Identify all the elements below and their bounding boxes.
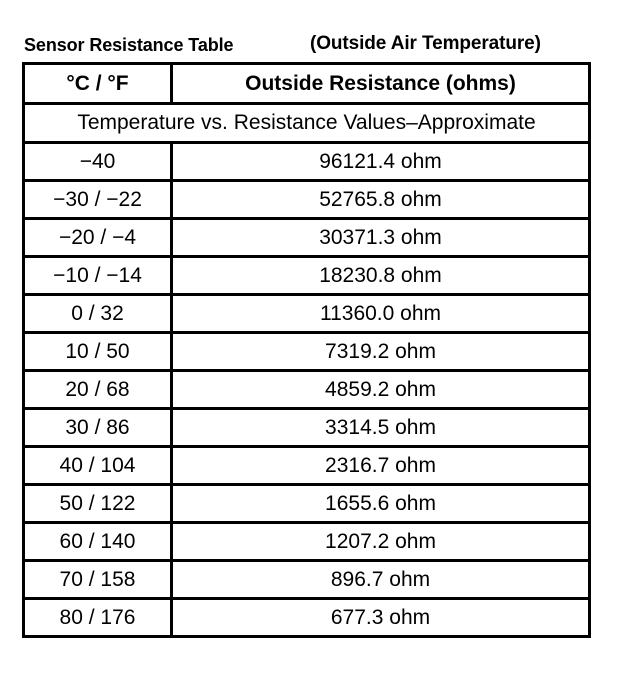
temperature-cell: −40 bbox=[24, 143, 172, 181]
resistance-cell: 677.3 ohm bbox=[172, 599, 590, 637]
table-row bbox=[24, 219, 590, 257]
table-row bbox=[24, 181, 590, 219]
resistance-cell: 7319.2 ohm bbox=[172, 333, 590, 371]
temperature-cell: −10 / −14 bbox=[24, 257, 172, 295]
resistance-cell: 52765.8 ohm bbox=[172, 181, 590, 219]
temperature-cell: 10 / 50 bbox=[24, 333, 172, 371]
temperature-cell: 20 / 68 bbox=[24, 371, 172, 409]
sensor-resistance-table bbox=[22, 62, 591, 638]
resistance-cell: 11360.0 ohm bbox=[172, 295, 590, 333]
temperature-cell: 80 / 176 bbox=[24, 599, 172, 637]
resistance-cell: 4859.2 ohm bbox=[172, 371, 590, 409]
temperature-cell: −20 / −4 bbox=[24, 219, 172, 257]
table-row bbox=[24, 333, 590, 371]
temperature-cell: 30 / 86 bbox=[24, 409, 172, 447]
header-row bbox=[24, 64, 590, 104]
table-row bbox=[24, 599, 590, 637]
resistance-cell: 1655.6 ohm bbox=[172, 485, 590, 523]
temperature-cell: −30 / −22 bbox=[24, 181, 172, 219]
temperature-cell: 70 / 158 bbox=[24, 561, 172, 599]
table-row bbox=[24, 409, 590, 447]
subheader-row bbox=[24, 104, 590, 143]
resistance-cell: 30371.3 ohm bbox=[172, 219, 590, 257]
temperature-cell: 60 / 140 bbox=[24, 523, 172, 561]
table-row bbox=[24, 523, 590, 561]
table-title-sub: (Outside Air Temperature) bbox=[310, 33, 541, 54]
table-row bbox=[24, 447, 590, 485]
resistance-cell: 1207.2 ohm bbox=[172, 523, 590, 561]
table-row bbox=[24, 371, 590, 409]
resistance-cell: 3314.5 ohm bbox=[172, 409, 590, 447]
table-subheader: Temperature vs. Resistance Values–Approximate bbox=[24, 104, 590, 143]
table-title-main: Sensor Resistance Table bbox=[24, 35, 234, 55]
table-row bbox=[24, 143, 590, 181]
table-title bbox=[24, 30, 614, 60]
column-header-resistance: Outside Resistance (ohms) bbox=[172, 64, 590, 104]
resistance-cell: 2316.7 ohm bbox=[172, 447, 590, 485]
resistance-cell: 18230.8 ohm bbox=[172, 257, 590, 295]
temperature-cell: 0 / 32 bbox=[24, 295, 172, 333]
temperature-cell: 40 / 104 bbox=[24, 447, 172, 485]
table-row bbox=[24, 295, 590, 333]
table-row bbox=[24, 485, 590, 523]
column-header-temperature: °C / °F bbox=[24, 64, 172, 104]
table-row bbox=[24, 561, 590, 599]
temperature-cell: 50 / 122 bbox=[24, 485, 172, 523]
table-row bbox=[24, 257, 590, 295]
resistance-cell: 896.7 ohm bbox=[172, 561, 590, 599]
resistance-cell: 96121.4 ohm bbox=[172, 143, 590, 181]
